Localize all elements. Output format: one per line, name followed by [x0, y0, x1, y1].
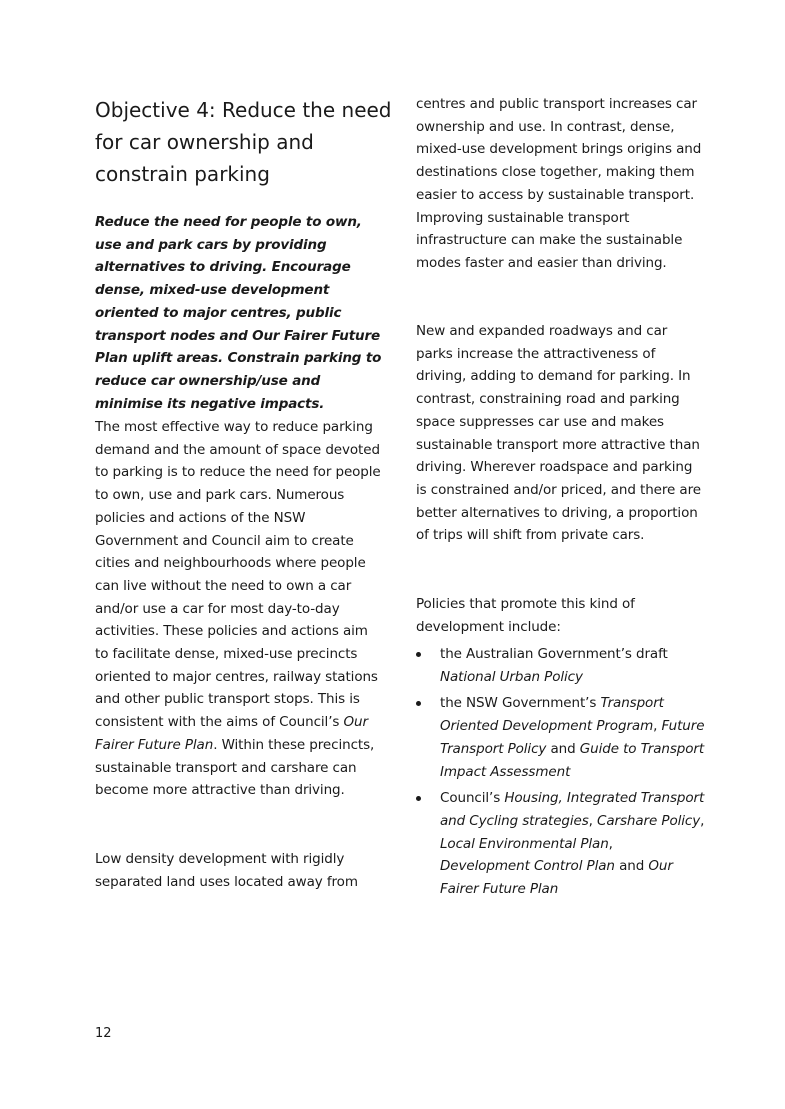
- bullet-icon: [416, 701, 421, 706]
- list-text: ,: [653, 718, 662, 735]
- body-paragraph-3: centres and public transport increases car ownership and use. In contrast, dense, mixed-use development brings origins and destinations close together, making them easier to access by sustainable transport. Improving sustainable transport infrastructure can make the sustainable modes faster and easier than driving.: [416, 96, 702, 271]
- list-text: and: [546, 740, 580, 757]
- policy-name-italic: Future Transport Policy: [440, 718, 705, 757]
- body-paragraph-4: New and expanded roadways and car parks increase the attractiveness of driving, adding to demand for parking. In contrast, constraining road and parking space suppresses car use and makes sustainable transport more attractive than driving. Wherever roadspace and parking is constrained and/or priced, and there are better alternatives to driving, a proportion of trips will shift from private cars.: [416, 323, 701, 544]
- list-text: the NSW Government’s: [440, 695, 601, 712]
- page-number: 12: [95, 1026, 112, 1041]
- list-text: ,: [608, 835, 613, 852]
- policy-name-italic: Carshare Policy: [597, 812, 701, 829]
- list-text: and: [614, 858, 649, 875]
- policy-list-item: [416, 643, 706, 688]
- policy-name-italic: Development Control Plan: [440, 858, 615, 875]
- list-text: the Australian Government’s draft: [440, 646, 668, 662]
- policy-name-italic: Our Fairer Future Plan: [440, 858, 673, 898]
- policy-name-italic: Transport Oriented Development Program: [440, 695, 664, 735]
- body-text: . Within these precincts, sustainable transport and carshare can become more attractive than driving.: [95, 736, 375, 799]
- bullet-icon: [416, 796, 421, 801]
- plan-name-italic: Our Fairer Future Plan: [95, 714, 368, 753]
- body-paragraph-1: [95, 416, 385, 802]
- list-text: ,: [700, 812, 705, 829]
- policy-list-item: [416, 692, 706, 783]
- policy-list-item: [416, 787, 706, 901]
- policy-name-italic: Guide to Transport Impact Assessment: [440, 740, 705, 780]
- list-text: Council’s: [440, 790, 505, 807]
- list-text: ,: [588, 812, 598, 829]
- section-heading: Objective 4: Reduce the need for car ownership and constrain parking: [95, 98, 392, 186]
- body-text: The most effective way to reduce parking demand and the amount of space devoted to parking is to reduce the need for people to own, use and park cars. Numerous policies and actions of the NSW Government and Council aim to create cities and neighbourhoods where people can live without the need to own a car and/or use a car for most day-to-day activities. These policies and actions aim to facilitate dense, mixed-use precincts oriented to major centres, railway stations and other public transport stops. This is consistent with the aims of Council’s: [95, 419, 381, 731]
- bullet-icon: [416, 652, 421, 657]
- body-paragraph-2: Low density development with rigidly separated land uses located away from: [95, 851, 358, 890]
- policy-name-italic: Local Environmental Plan: [440, 835, 609, 852]
- policy-list: [416, 643, 706, 905]
- body-paragraph-5: Policies that promote this kind of development include:: [416, 596, 635, 635]
- lead-statement: Reduce the need for people to own, use and park cars by providing alternatives to driving. Encourage dense, mixed-use development oriented to major centres, public transport nodes and Our Fairer Future Plan uplift areas. Constrain parking to reduce car ownership/use and minimise its negative impacts.: [95, 214, 382, 412]
- policy-name-italic: Housing, Integrated Transport and Cycling strategies: [440, 790, 705, 829]
- policy-name-italic: National Urban Policy: [440, 668, 583, 685]
